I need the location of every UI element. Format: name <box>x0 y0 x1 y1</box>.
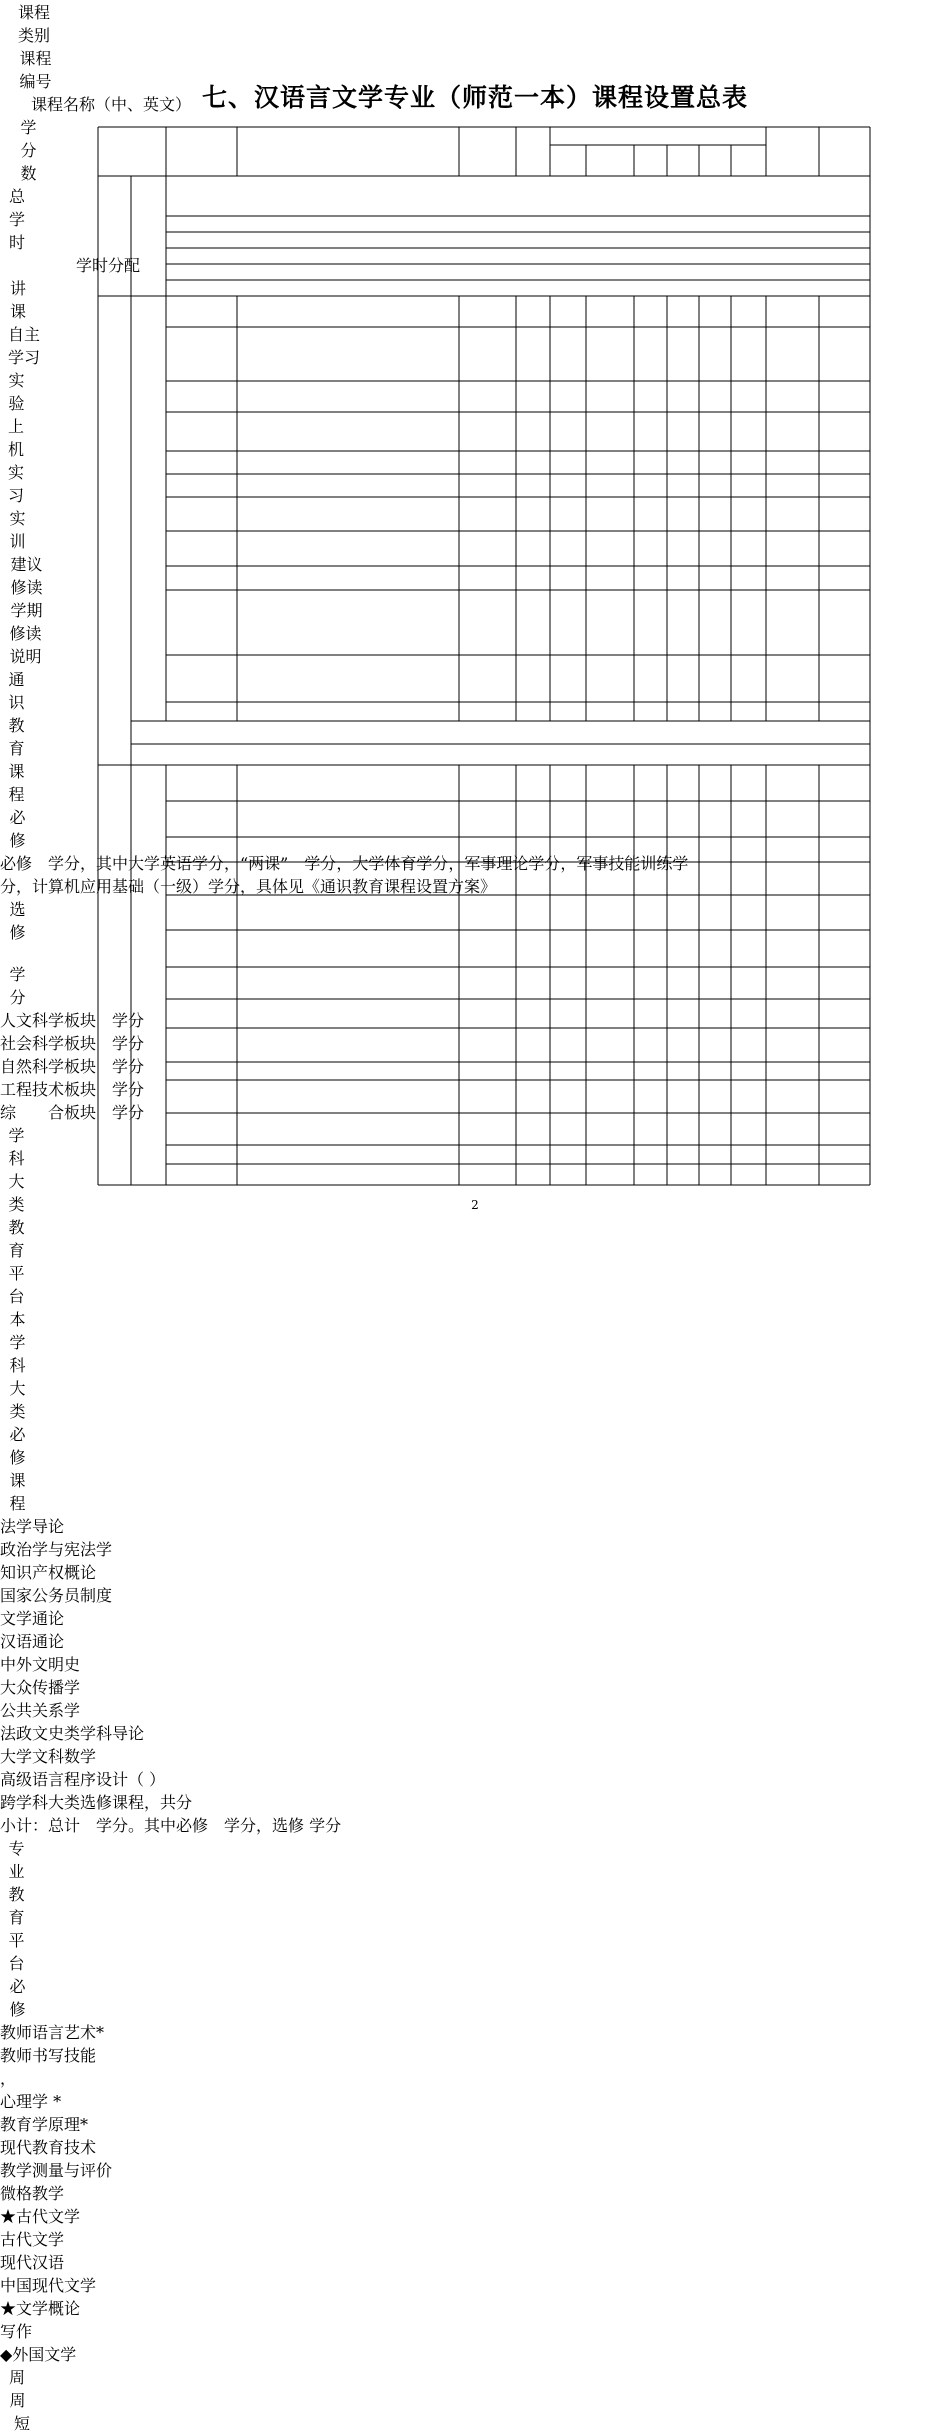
header-internship: 实 习 <box>7 463 24 505</box>
professional-course-11: 中国现代文学 <box>0 2276 97 2295</box>
professional-subcategory: 必 修 <box>9 1977 26 2019</box>
discipline-course-10: 法政文史类学科导论 <box>0 1724 145 1743</box>
professional-category: 专 业 教 育 平 台 <box>8 1839 25 1973</box>
header-note: 修读 说明 <box>9 624 42 666</box>
general-elective-label: 选 修 学 分 <box>9 900 26 1007</box>
professional-course-5: 现代教育技术 <box>0 2138 97 2157</box>
professional-course-10: 现代汉语 <box>0 2253 65 2272</box>
header-training: 实 训 <box>9 509 26 551</box>
professional-course-6: 教学测量与评价 <box>0 2161 113 2180</box>
header-allocation: 学时分配 <box>75 256 140 275</box>
header-semester: 建议 修读 学期 <box>10 555 43 620</box>
weekly-training: 周 <box>9 2391 26 2410</box>
general-elective-1: 人文科学板块 学分 <box>0 1011 145 1030</box>
discipline-course-9: 公共关系学 <box>0 1701 81 1720</box>
discipline-subtotal: 小计：总计 学分。其中必修 学分，选修 学分 <box>0 1816 342 1835</box>
discipline-course-8: 大众传播学 <box>0 1678 81 1697</box>
professional-course-14: ◆外国文学 <box>0 2345 77 2364</box>
professional-course-3: 心理学 * <box>0 2092 62 2111</box>
discipline-course-6: 汉语通论 <box>0 1632 65 1651</box>
discipline-subcategory: 本 学 科 大 类 必 修 课 程 <box>9 1310 26 1513</box>
header-lecture: 讲 课 <box>9 279 26 321</box>
discipline-course-12: 高级语言程序设计（ ） <box>0 1770 166 1789</box>
discipline-course-4: 国家公务员制度 <box>0 1586 113 1605</box>
header-experiment: 实 验 <box>8 371 25 413</box>
header-credits: 学 分 数 <box>20 118 37 183</box>
professional-course-1: 教师语言艺术* <box>0 2023 105 2042</box>
general-elective-2: 社会科学板块 学分 <box>0 1034 145 1053</box>
discipline-course-3: 知识产权概论 <box>0 1563 97 1582</box>
discipline-course-7: 中外文明史 <box>0 1655 81 1674</box>
general-category: 通 识 教 育 课 程 <box>8 670 25 804</box>
header-code: 课程 编号 <box>19 49 52 91</box>
general-required-text: 必修 学分，其中大学英语学分，“两课” 学分，大学体育学分，军事理论学分，军事技能训练学分，计算机应用基础（一级）学分，具体见《通识教育课程设置方案》 <box>0 854 689 896</box>
general-elective-4: 工程技术板块 学分 <box>0 1080 145 1099</box>
general-elective-3: 自然科学板块 学分 <box>0 1057 145 1076</box>
discipline-course-11: 大学文科数学 <box>0 1747 97 1766</box>
discipline-course-5: 文学通论 <box>0 1609 65 1628</box>
general-required-label: 必 修 <box>9 808 26 850</box>
page-title: 七、汉语言文学专业（师范一本）课程设置总表 <box>201 83 748 112</box>
professional-course-9: 古代文学 <box>0 2230 65 2249</box>
discipline-cross-elective: 跨学科大类选修课程，共分 <box>0 1793 193 1812</box>
header-computer: 上 机 <box>7 417 24 459</box>
header-self-study: 自主 学习 <box>7 325 40 367</box>
professional-course-4: 教育学原理* <box>0 2115 89 2134</box>
weekly-total-hours: 周 <box>8 2368 25 2387</box>
page-number: 2 <box>471 1198 479 1212</box>
header-name: 课程名称（中、英文） <box>30 95 191 114</box>
professional-course-7: 微格教学 <box>0 2184 65 2203</box>
professional-course-2: 教师书写技能 <box>0 2046 97 2065</box>
discipline-category: 学 科 大 类 教 育 平 台 <box>8 1126 25 1306</box>
professional-course-13: 写作 <box>0 2322 33 2341</box>
discipline-course-2: 政治学与宪法学 <box>0 1540 113 1559</box>
discipline-course-1: 法学导论 <box>0 1517 65 1536</box>
professional-comma-mark: ， <box>0 2069 17 2088</box>
general-elective-5: 综 合板块 学分 <box>0 1103 145 1122</box>
professional-course-8: ★古代文学 <box>0 2207 81 2226</box>
semester-short: 短 <box>13 2414 30 2433</box>
header-total-hours: 总 学 时 <box>8 187 25 252</box>
professional-course-12: ★文学概论 <box>0 2299 81 2318</box>
header-category: 课程 类别 <box>17 3 50 45</box>
